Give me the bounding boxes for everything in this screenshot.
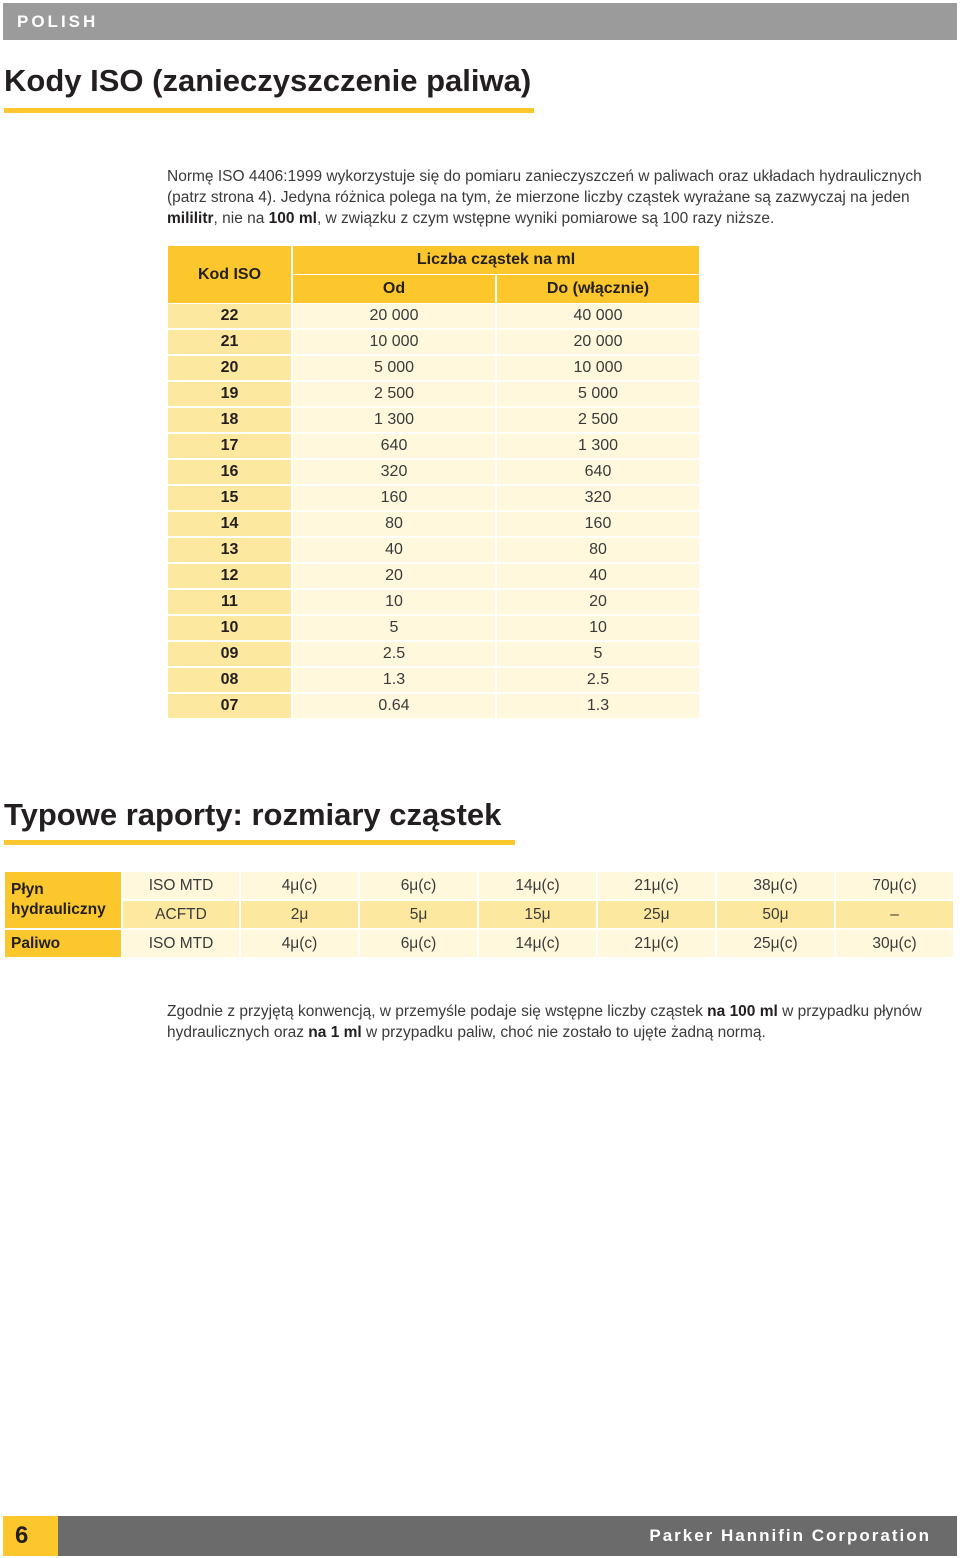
iso-code-cell: 14 [168,512,291,538]
to-cell: 20 [495,590,699,616]
iso-code-cell: 21 [168,330,291,356]
table-row [168,408,699,434]
size-cell: 25μ [596,901,715,930]
outro-text-3: w przypadku paliw, choć nie zostało to ujęte żadną normą. [361,1024,766,1041]
to-cell: 20 000 [495,330,699,356]
from-cell: 5 000 [291,356,495,382]
iso-code-cell: 07 [168,694,291,720]
fluid-label-fuel: Paliwo [5,930,121,959]
title-underline [4,108,534,113]
size-cell: 14μ(c) [477,930,596,959]
page-footer [3,1516,957,1556]
iso-code-table [168,246,699,720]
size-cell: 4μ(c) [239,930,358,959]
particle-size-table [5,872,953,959]
size-cell: 4μ(c) [239,872,358,901]
to-cell: 2 500 [495,408,699,434]
fluid-label-hydraulic: Płyn hydrauliczny [5,872,121,930]
to-cell: 160 [495,512,699,538]
size-cell: 21μ(c) [596,930,715,959]
iso-code-cell: 17 [168,434,291,460]
outro-bold-1: na 100 ml [707,1003,778,1020]
from-cell: 10 000 [291,330,495,356]
from-cell: 0.64 [291,694,495,720]
table-row [168,512,699,538]
size-cell: 6μ(c) [358,930,477,959]
from-cell: 640 [291,434,495,460]
from-cell: 10 [291,590,495,616]
to-cell: 640 [495,460,699,486]
size-cell: 30μ(c) [834,930,953,959]
intro-bold-2: 100 ml [268,210,317,227]
language-label: POLISH [17,12,99,31]
from-cell: 2 500 [291,382,495,408]
section-title-iso-codes: Kody ISO (zanieczyszczenie paliwa) [4,63,532,98]
from-cell: 80 [291,512,495,538]
col-header-particle-count: Liczba cząstek na ml [291,246,699,275]
from-cell: 20 000 [291,304,495,330]
method-cell: ACFTD [121,901,239,930]
page-number: 6 [15,1522,29,1549]
to-cell: 2.5 [495,668,699,694]
outro-bold-2: na 1 ml [308,1024,362,1041]
to-cell: 1 300 [495,434,699,460]
iso-code-cell: 12 [168,564,291,590]
to-cell: 40 [495,564,699,590]
section-title-particle-sizes: Typowe raporty: rozmiary cząstek [4,797,502,832]
size-cell: 2μ [239,901,358,930]
col-header-to: Do (włącznie) [495,275,699,304]
col-header-iso-code: Kod ISO [168,246,291,304]
table-row [168,668,699,694]
title-underline [4,840,515,845]
from-cell: 1 300 [291,408,495,434]
size-cell: – [834,901,953,930]
size-cell: 50μ [715,901,834,930]
to-cell: 10 000 [495,356,699,382]
iso-code-cell: 18 [168,408,291,434]
size-cell: 14μ(c) [477,872,596,901]
language-bar [3,3,957,40]
table-row [168,642,699,668]
table-row [168,564,699,590]
table-row [168,382,699,408]
to-cell: 10 [495,616,699,642]
size-cell: 5μ [358,901,477,930]
convention-paragraph [167,1001,947,1043]
to-cell: 1.3 [495,694,699,720]
table-row [168,460,699,486]
intro-paragraph [167,166,947,229]
table-row [168,434,699,460]
iso-code-cell: 16 [168,460,291,486]
from-cell: 320 [291,460,495,486]
iso-code-cell: 08 [168,668,291,694]
from-cell: 20 [291,564,495,590]
table-row [168,356,699,382]
table-row [168,486,699,512]
iso-code-cell: 13 [168,538,291,564]
iso-code-cell: 15 [168,486,291,512]
from-cell: 5 [291,616,495,642]
size-cell: 38μ(c) [715,872,834,901]
table-row [168,694,699,720]
from-cell: 40 [291,538,495,564]
to-cell: 5 [495,642,699,668]
from-cell: 2.5 [291,642,495,668]
table-row [168,304,699,330]
size-cell: 15μ [477,901,596,930]
iso-code-cell: 20 [168,356,291,382]
intro-text-1: Normę ISO 4406:1999 wykorzystuje się do pomiaru zanieczyszczeń w paliwach oraz układach hydraulicznych (patrz strona 4). Jedyna różnica polega na tym, że mierzone liczby cząstek wyrażane są zazwyczaj na jeden [167,168,922,206]
page-number-box [3,1516,58,1556]
size-cell: 25μ(c) [715,930,834,959]
iso-code-cell: 09 [168,642,291,668]
table-row [168,616,699,642]
to-cell: 80 [495,538,699,564]
method-cell: ISO MTD [121,872,239,901]
intro-text-2: , nie na [213,210,269,227]
size-cell: 70μ(c) [834,872,953,901]
col-header-from: Od [291,275,495,304]
to-cell: 40 000 [495,304,699,330]
to-cell: 320 [495,486,699,512]
table-row [168,330,699,356]
company-name: Parker Hannifin Corporation [649,1526,931,1545]
size-cell: 21μ(c) [596,872,715,901]
iso-code-cell: 19 [168,382,291,408]
method-cell: ISO MTD [121,930,239,959]
from-cell: 160 [291,486,495,512]
iso-code-cell: 22 [168,304,291,330]
intro-text-3: , w związku z czym wstępne wyniki pomiarowe są 100 razy niższe. [316,210,775,227]
to-cell: 5 000 [495,382,699,408]
intro-bold-1: mililitr [167,210,214,227]
outro-text-1: Zgodnie z przyjętą konwencją, w przemyśle podaje się wstępne liczby cząstek [167,1003,708,1020]
iso-code-cell: 11 [168,590,291,616]
table-row [168,590,699,616]
outro-text-2: w przypadku płynów hydraulicznych oraz [167,1003,922,1041]
size-cell: 6μ(c) [358,872,477,901]
iso-code-cell: 10 [168,616,291,642]
from-cell: 1.3 [291,668,495,694]
table-row [168,538,699,564]
